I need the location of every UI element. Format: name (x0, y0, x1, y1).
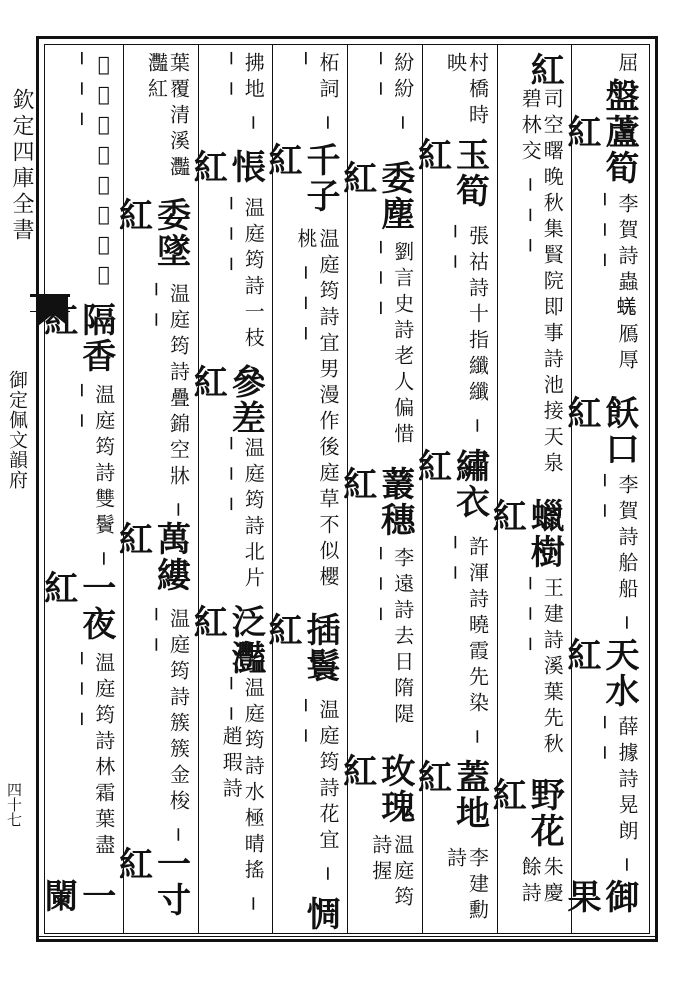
book-title: 欽定四庫全書 (9, 88, 34, 244)
text-column (262, 52, 340, 932)
annotation: 温庭筠詩握 (368, 834, 415, 913)
page-margin (0, 36, 36, 942)
text-column (411, 52, 490, 932)
annotation: 𥚁庭筠詩蠟燭猶殘 ─ ─ ─ (69, 52, 116, 292)
headword: 蘆筍紅 (561, 114, 639, 186)
annotation: 温庭筠詩雙鬢 ─ ─ ─ (69, 383, 116, 570)
headword: 插鬟紅 (262, 612, 340, 685)
annotation: 温庭筠詩宜男漫作後庭草不似櫻桃 ─ ─ ─ (294, 228, 340, 593)
headword: 飫口紅 (561, 394, 639, 467)
headword: 玫瑰紅 (336, 752, 415, 825)
headword: 蠟樹紅 (486, 497, 565, 570)
headword: 蓋地紅 (411, 758, 490, 831)
bottom-rule (36, 936, 658, 937)
text-column (37, 52, 116, 932)
column-rule (422, 44, 423, 934)
column-rule (347, 44, 348, 934)
annotation: 司空曙晚秋集賢院即事詩池接天泉碧林交 ─ ─ ─ (518, 88, 565, 478)
text-column (112, 52, 191, 932)
section-title: 御定佩文韻府 (6, 370, 28, 490)
text-column (561, 52, 639, 932)
annotation: 村橋時映 (443, 52, 490, 130)
headword: 野花紅 (486, 776, 565, 849)
annotation: 柘詞 ─ ─ (294, 52, 340, 135)
annotation: 屈 (615, 52, 639, 78)
annotation: 温庭筠詩簇簇金梭 ─ ─ ─ (144, 607, 191, 846)
annotation: 温庭筠詩一枝 ─ ─ ─ (219, 197, 266, 354)
annotation: 温庭筠詩疊錦空牀 ─ ─ ─ (144, 283, 191, 522)
annotation: 李賀詩蟲𧏙鴈㕌 ─ ─ ─ (593, 193, 639, 376)
headword: 䕺穗紅 (336, 466, 415, 539)
column-rule (497, 44, 498, 934)
headword: 天水紅 (561, 636, 639, 709)
headword: 一闌 (37, 877, 116, 914)
headword: 惆 (300, 895, 340, 932)
text-column (187, 52, 266, 932)
headword: 委墜紅 (112, 197, 191, 270)
headword: 玉筍紅 (411, 136, 490, 209)
annotation: 温庭筠詩水極晴搖 ─ ─ ─趙瑕詩 (219, 677, 266, 916)
annotation: 薛據詩晃朗 ─ ─ ─ (593, 716, 639, 877)
annotation: 李建勳詩 (443, 847, 490, 926)
headword: 紅 (524, 52, 565, 88)
headword: 參差紅 (187, 364, 266, 437)
column-rule (123, 44, 124, 934)
column-rule (198, 44, 199, 934)
annotation: 温庭筠詩花宜 ─ ─ ─ (294, 698, 340, 886)
annotation: 劉言史詩老人偏惜 ─ ─ ─ (368, 241, 415, 450)
annotation: 李遠詩去日隋隄 ─ ─ ─ (368, 547, 415, 730)
column-rule (272, 44, 273, 934)
annotation: 張祜詩十指纖纖 ─ ─ ─ (443, 224, 490, 438)
headword: 御果 (561, 879, 639, 916)
annotation: 葉覆清溪灩灩紅 (144, 52, 191, 182)
headword: 一寸紅 (112, 845, 191, 918)
headword: 委塵紅 (336, 159, 415, 232)
annotation: 朱慶餘詩 (518, 855, 565, 908)
headword: 悵紅 (187, 148, 266, 185)
headword: 千子紅 (262, 142, 340, 215)
annotation: 紛紛 ─ ─ ─ (368, 52, 415, 135)
column-rule (571, 44, 572, 934)
annotation: 温庭筠詩林霜葉盡 ─ ─ ─ (69, 651, 116, 860)
page-number: 四十七 (5, 782, 23, 827)
headword: 萬縷紅 (112, 521, 191, 594)
headword: 繡衣紅 (411, 447, 490, 520)
annotation: 拂地 ─ ─ ─ (219, 52, 266, 135)
text-column (486, 52, 565, 932)
annotation: 李賀詩䑪船 ─ ─ ─ (593, 473, 639, 635)
headword: 泛灩紅 (187, 604, 266, 677)
annotation: 温庭筠詩北片 ─ ─ ─ (219, 437, 266, 594)
annotation: 許渾詩曉霞先染 ─ ─ ─ (443, 536, 490, 749)
annotation: 王建詩溪葉先秋 ─ ─ ─ (518, 576, 565, 759)
headword: 盤 (599, 78, 639, 114)
headword: 一夜紅 (37, 570, 116, 643)
headword: 隔香紅 (37, 302, 116, 375)
text-column (336, 52, 415, 932)
